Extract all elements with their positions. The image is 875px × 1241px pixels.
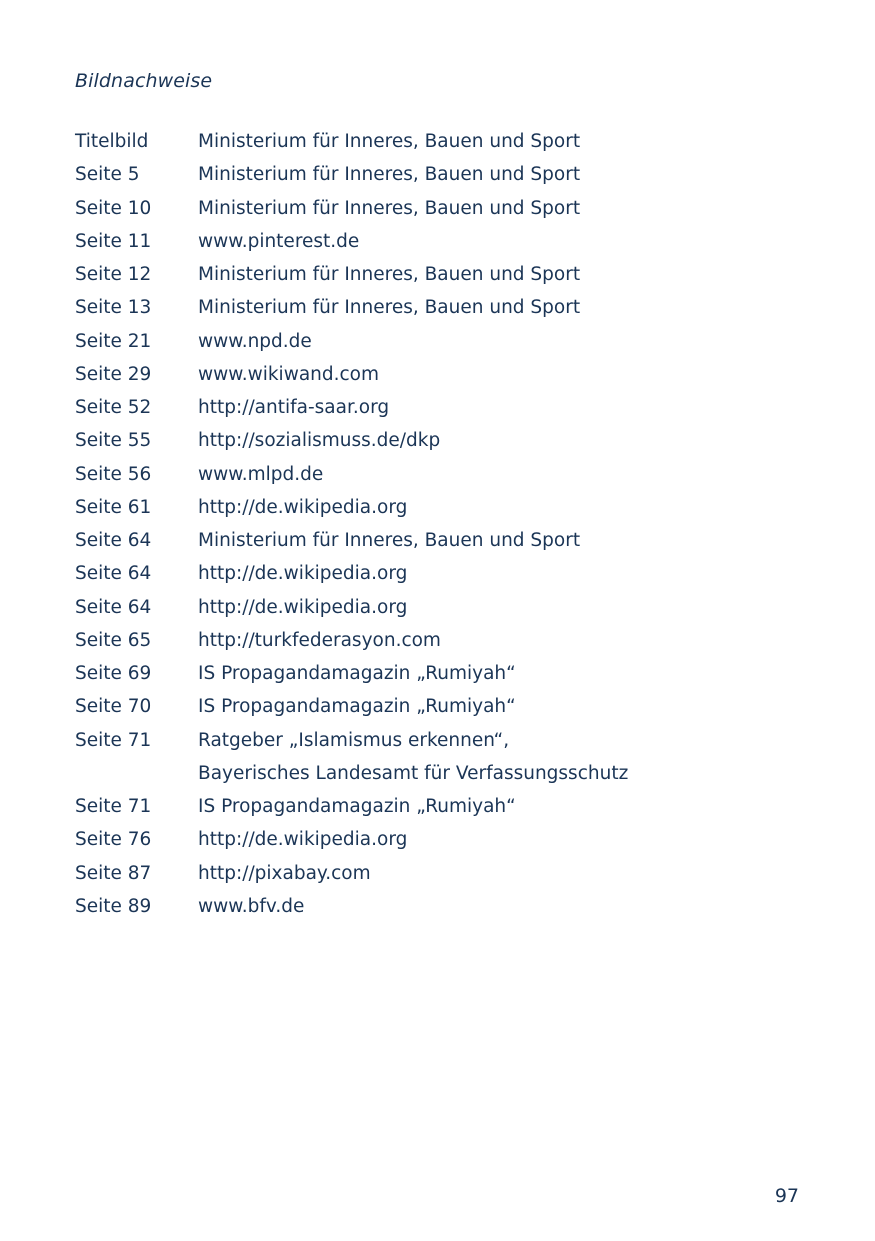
credit-page: Seite 13 xyxy=(75,297,152,319)
credit-page: Seite 76 xyxy=(75,829,152,851)
credit-row xyxy=(75,890,795,923)
credit-page: Seite 69 xyxy=(75,663,152,684)
credit-source: Ministerium für Inneres, Bauen und Sport xyxy=(198,164,581,186)
credit-source: www.mlpd.de xyxy=(198,463,324,485)
credit-page: Seite 61 xyxy=(75,496,152,518)
credit-row xyxy=(75,125,795,158)
credit-page: Seite 10 xyxy=(75,197,152,219)
credit-source: http://de.wikipedia.org xyxy=(198,496,408,518)
credit-row xyxy=(75,325,795,358)
credit-page: Seite 87 xyxy=(75,862,152,884)
credit-page: Titelbild xyxy=(75,131,149,152)
credit-page: Seite 11 xyxy=(75,230,152,252)
credit-row xyxy=(75,458,795,491)
credit-row xyxy=(75,690,795,723)
credit-row xyxy=(75,358,795,391)
credit-row xyxy=(75,391,795,424)
credits-list xyxy=(75,125,795,923)
credit-row xyxy=(75,624,795,657)
credit-source: IS Propagandamagazin „Rumiyah“ xyxy=(198,663,516,684)
credit-row xyxy=(75,524,795,557)
page-title: Bildnachweise xyxy=(75,70,213,92)
credit-row xyxy=(75,857,795,890)
credit-row xyxy=(75,724,795,791)
credit-page: Seite 65 xyxy=(75,629,152,651)
credit-row xyxy=(75,591,795,624)
credit-page: Seite 55 xyxy=(75,430,152,452)
credit-source: Ministerium für Inneres, Bauen und Sport xyxy=(198,530,581,551)
credit-row xyxy=(75,657,795,690)
credit-row xyxy=(75,790,795,823)
credit-row xyxy=(75,225,795,258)
credit-source: www.pinterest.de xyxy=(198,230,360,252)
credit-row xyxy=(75,491,795,524)
credit-row xyxy=(75,291,795,324)
credit-source: www.wikiwand.com xyxy=(198,363,380,385)
credit-source: http://de.wikipedia.org xyxy=(198,563,408,585)
credit-page: Seite 52 xyxy=(75,397,152,418)
page-number: 97 xyxy=(774,1185,799,1207)
credit-row xyxy=(75,158,795,191)
credit-source: http://turkfederasyon.com xyxy=(198,629,441,651)
credit-page: Seite 64 xyxy=(75,563,152,585)
credit-row xyxy=(75,823,795,856)
credit-source: Ministerium für Inneres, Bauen und Sport xyxy=(198,264,581,285)
credit-page: Seite 64 xyxy=(75,530,152,551)
credit-page: Seite 64 xyxy=(75,596,152,618)
credit-source: Ministerium für Inneres, Bauen und Sport xyxy=(198,297,581,319)
credit-row xyxy=(75,192,795,225)
credit-source: http://de.wikipedia.org xyxy=(198,829,408,851)
credit-source: Ministerium für Inneres, Bauen und Sport xyxy=(198,131,581,152)
credit-page: Seite 21 xyxy=(75,330,152,352)
credit-page: Seite 71 xyxy=(75,729,152,751)
credit-source: www.npd.de xyxy=(198,330,312,352)
credit-row xyxy=(75,424,795,457)
credit-page: Seite 56 xyxy=(75,463,152,485)
credit-source: Ratgeber „Islamismus erkennen“, Bayerisches Landesamt für Verfassungsschutz xyxy=(198,729,629,784)
credit-source: Ministerium für Inneres, Bauen und Sport xyxy=(198,197,581,219)
credit-row xyxy=(75,557,795,590)
credit-page: Seite 89 xyxy=(75,895,152,917)
credit-source: www.bfv.de xyxy=(198,895,305,917)
credit-page: Seite 70 xyxy=(75,696,152,718)
credit-source: IS Propagandamagazin „Rumiyah“ xyxy=(198,696,516,718)
credit-source: http://pixabay.com xyxy=(198,862,371,884)
credit-source: http://de.wikipedia.org xyxy=(198,596,408,618)
credit-page: Seite 5 xyxy=(75,164,140,186)
credit-page: Seite 12 xyxy=(75,264,152,285)
credit-source: http://sozialismuss.de/dkp xyxy=(198,430,441,452)
credit-source: IS Propagandamagazin „Rumiyah“ xyxy=(198,796,516,817)
credit-row xyxy=(75,258,795,291)
credit-page: Seite 71 xyxy=(75,796,152,817)
credit-page: Seite 29 xyxy=(75,363,152,385)
credit-source: http://antifa-saar.org xyxy=(198,397,390,418)
